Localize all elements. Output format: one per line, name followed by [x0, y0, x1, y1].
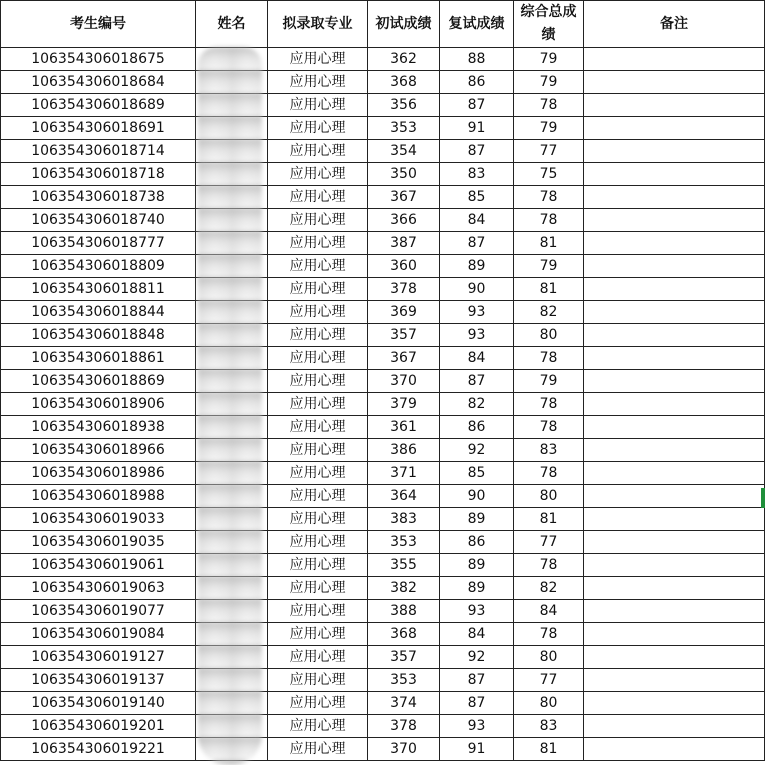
- name-cell[interactable]: [196, 163, 268, 186]
- first-score-cell[interactable]: 367: [368, 186, 440, 209]
- candidate-id-cell[interactable]: 106354306018988: [1, 485, 196, 508]
- selection-marker: [761, 488, 765, 508]
- name-cell[interactable]: [196, 94, 268, 117]
- name-cell[interactable]: [196, 738, 268, 761]
- first-score-cell[interactable]: 378: [368, 278, 440, 301]
- name-cell[interactable]: [196, 554, 268, 577]
- first-score-cell[interactable]: 360: [368, 255, 440, 278]
- first-score-cell[interactable]: 357: [368, 646, 440, 669]
- first-score-cell[interactable]: 357: [368, 324, 440, 347]
- total-score-cell[interactable]: 78: [514, 94, 584, 117]
- major-cell[interactable]: 应用心理: [268, 232, 368, 255]
- major-cell[interactable]: 应用心理: [268, 347, 368, 370]
- first-score-cell[interactable]: 383: [368, 508, 440, 531]
- retest-score-cell[interactable]: 87: [440, 94, 514, 117]
- first-score-cell[interactable]: 362: [368, 48, 440, 71]
- first-score-cell[interactable]: 371: [368, 462, 440, 485]
- total-score-cell[interactable]: 79: [514, 71, 584, 94]
- first-score-cell[interactable]: 355: [368, 554, 440, 577]
- total-score-cell[interactable]: 77: [514, 140, 584, 163]
- note-cell[interactable]: [584, 163, 765, 186]
- total-score-cell[interactable]: 80: [514, 485, 584, 508]
- first-score-cell[interactable]: 356: [368, 94, 440, 117]
- table-row: [1, 94, 765, 117]
- table-row: [1, 416, 765, 439]
- note-cell[interactable]: [584, 669, 765, 692]
- retest-score-cell[interactable]: 86: [440, 71, 514, 94]
- name-cell[interactable]: [196, 278, 268, 301]
- candidate-id-cell[interactable]: 106354306019127: [1, 646, 196, 669]
- note-cell[interactable]: [584, 232, 765, 255]
- major-cell[interactable]: 应用心理: [268, 163, 368, 186]
- retest-score-cell[interactable]: 86: [440, 416, 514, 439]
- header-row: [1, 1, 765, 48]
- candidate-id-cell[interactable]: 106354306019084: [1, 623, 196, 646]
- note-cell[interactable]: [584, 554, 765, 577]
- total-score-cell[interactable]: 78: [514, 209, 584, 232]
- total-score-cell[interactable]: 83: [514, 439, 584, 462]
- note-cell[interactable]: [584, 393, 765, 416]
- first-score-cell[interactable]: 370: [368, 370, 440, 393]
- total-score-cell[interactable]: 79: [514, 48, 584, 71]
- candidate-id-cell[interactable]: 106354306018848: [1, 324, 196, 347]
- name-cell[interactable]: [196, 324, 268, 347]
- first-score-cell[interactable]: 353: [368, 117, 440, 140]
- retest-score-cell[interactable]: 85: [440, 462, 514, 485]
- major-cell[interactable]: 应用心理: [268, 209, 368, 232]
- table-row: [1, 577, 765, 600]
- total-score-cell[interactable]: 81: [514, 232, 584, 255]
- total-score-cell[interactable]: 81: [514, 508, 584, 531]
- retest-score-cell[interactable]: 87: [440, 669, 514, 692]
- retest-score-cell[interactable]: 85: [440, 186, 514, 209]
- name-cell[interactable]: [196, 646, 268, 669]
- major-cell[interactable]: 应用心理: [268, 623, 368, 646]
- header-note[interactable]: 备注: [584, 1, 765, 48]
- major-cell[interactable]: 应用心理: [268, 278, 368, 301]
- retest-score-cell[interactable]: 82: [440, 393, 514, 416]
- major-cell[interactable]: 应用心理: [268, 71, 368, 94]
- note-cell[interactable]: [584, 600, 765, 623]
- note-cell[interactable]: [584, 692, 765, 715]
- retest-score-cell[interactable]: 91: [440, 117, 514, 140]
- major-cell[interactable]: 应用心理: [268, 48, 368, 71]
- total-score-cell[interactable]: 78: [514, 623, 584, 646]
- retest-score-cell[interactable]: 84: [440, 209, 514, 232]
- name-cell[interactable]: [196, 416, 268, 439]
- major-cell[interactable]: 应用心理: [268, 554, 368, 577]
- note-cell[interactable]: [584, 439, 765, 462]
- total-score-cell[interactable]: 77: [514, 531, 584, 554]
- retest-score-cell[interactable]: 93: [440, 600, 514, 623]
- retest-score-cell[interactable]: 90: [440, 278, 514, 301]
- retest-score-cell[interactable]: 87: [440, 370, 514, 393]
- note-cell[interactable]: [584, 255, 765, 278]
- first-score-cell[interactable]: 361: [368, 416, 440, 439]
- candidate-id-cell[interactable]: 106354306019035: [1, 531, 196, 554]
- candidate-id-cell[interactable]: 106354306018691: [1, 117, 196, 140]
- note-cell[interactable]: [584, 623, 765, 646]
- table-row: [1, 140, 765, 163]
- total-score-cell[interactable]: 78: [514, 186, 584, 209]
- first-score-cell[interactable]: 388: [368, 600, 440, 623]
- major-cell[interactable]: 应用心理: [268, 140, 368, 163]
- name-cell[interactable]: [196, 485, 268, 508]
- retest-score-cell[interactable]: 83: [440, 163, 514, 186]
- table-row: [1, 485, 765, 508]
- name-cell[interactable]: [196, 462, 268, 485]
- note-cell[interactable]: [584, 738, 765, 761]
- header-major[interactable]: 拟录取专业: [268, 1, 368, 48]
- candidate-id-cell[interactable]: 106354306019221: [1, 738, 196, 761]
- candidate-id-cell[interactable]: 106354306018811: [1, 278, 196, 301]
- retest-score-cell[interactable]: 84: [440, 623, 514, 646]
- table-row: [1, 301, 765, 324]
- table-row: [1, 462, 765, 485]
- note-cell[interactable]: [584, 209, 765, 232]
- note-cell[interactable]: [584, 531, 765, 554]
- table-row: [1, 324, 765, 347]
- candidate-id-cell[interactable]: 106354306019077: [1, 600, 196, 623]
- name-cell[interactable]: [196, 393, 268, 416]
- major-cell[interactable]: 应用心理: [268, 255, 368, 278]
- table-row: [1, 71, 765, 94]
- candidate-id-cell[interactable]: 106354306019137: [1, 669, 196, 692]
- first-score-cell[interactable]: 364: [368, 485, 440, 508]
- major-cell[interactable]: 应用心理: [268, 600, 368, 623]
- first-score-cell[interactable]: 379: [368, 393, 440, 416]
- major-cell[interactable]: 应用心理: [268, 462, 368, 485]
- major-cell[interactable]: 应用心理: [268, 646, 368, 669]
- major-cell[interactable]: 应用心理: [268, 531, 368, 554]
- candidate-id-cell[interactable]: 106354306018809: [1, 255, 196, 278]
- candidate-id-cell[interactable]: 106354306018861: [1, 347, 196, 370]
- retest-score-cell[interactable]: 87: [440, 232, 514, 255]
- candidate-id-cell[interactable]: 106354306018738: [1, 186, 196, 209]
- retest-score-cell[interactable]: 88: [440, 48, 514, 71]
- note-cell[interactable]: [584, 715, 765, 738]
- note-cell[interactable]: [584, 140, 765, 163]
- major-cell[interactable]: 应用心理: [268, 117, 368, 140]
- first-score-cell[interactable]: 368: [368, 71, 440, 94]
- candidate-id-cell[interactable]: 106354306019201: [1, 715, 196, 738]
- name-cell[interactable]: [196, 669, 268, 692]
- major-cell[interactable]: 应用心理: [268, 485, 368, 508]
- name-cell[interactable]: [196, 370, 268, 393]
- table-row: [1, 209, 765, 232]
- first-score-cell[interactable]: 353: [368, 669, 440, 692]
- retest-score-cell[interactable]: 93: [440, 715, 514, 738]
- table-row: [1, 117, 765, 140]
- major-cell[interactable]: 应用心理: [268, 738, 368, 761]
- total-score-cell[interactable]: 78: [514, 554, 584, 577]
- candidate-id-cell[interactable]: 106354306018777: [1, 232, 196, 255]
- name-cell[interactable]: [196, 439, 268, 462]
- note-cell[interactable]: [584, 347, 765, 370]
- retest-score-cell[interactable]: 93: [440, 301, 514, 324]
- table-row: [1, 600, 765, 623]
- name-cell[interactable]: [196, 232, 268, 255]
- total-score-cell[interactable]: 79: [514, 255, 584, 278]
- major-cell[interactable]: 应用心理: [268, 370, 368, 393]
- major-cell[interactable]: 应用心理: [268, 669, 368, 692]
- first-score-cell[interactable]: 350: [368, 163, 440, 186]
- header-total-score[interactable]: 综合总成绩: [514, 1, 584, 48]
- name-cell[interactable]: [196, 600, 268, 623]
- candidate-id-cell[interactable]: 106354306019140: [1, 692, 196, 715]
- retest-score-cell[interactable]: 89: [440, 508, 514, 531]
- first-score-cell[interactable]: 369: [368, 301, 440, 324]
- name-cell[interactable]: [196, 209, 268, 232]
- first-score-cell[interactable]: 354: [368, 140, 440, 163]
- major-cell[interactable]: 应用心理: [268, 577, 368, 600]
- total-score-cell[interactable]: 83: [514, 715, 584, 738]
- table-row: [1, 48, 765, 71]
- name-cell[interactable]: [196, 301, 268, 324]
- retest-score-cell[interactable]: 89: [440, 577, 514, 600]
- major-cell[interactable]: 应用心理: [268, 301, 368, 324]
- total-score-cell[interactable]: 79: [514, 117, 584, 140]
- table-row: [1, 508, 765, 531]
- total-score-cell[interactable]: 77: [514, 669, 584, 692]
- table-row: [1, 692, 765, 715]
- total-score-cell[interactable]: 78: [514, 393, 584, 416]
- name-cell[interactable]: [196, 577, 268, 600]
- total-score-cell[interactable]: 78: [514, 416, 584, 439]
- header-retest-score[interactable]: 复试成绩: [440, 1, 514, 48]
- candidate-id-cell[interactable]: 106354306019063: [1, 577, 196, 600]
- total-score-cell[interactable]: 79: [514, 370, 584, 393]
- first-score-cell[interactable]: 386: [368, 439, 440, 462]
- table-row: [1, 531, 765, 554]
- table-row: [1, 646, 765, 669]
- note-cell[interactable]: [584, 48, 765, 71]
- table-row: [1, 186, 765, 209]
- name-cell[interactable]: [196, 692, 268, 715]
- total-score-cell[interactable]: 82: [514, 301, 584, 324]
- retest-score-cell[interactable]: 84: [440, 347, 514, 370]
- name-cell[interactable]: [196, 117, 268, 140]
- retest-score-cell[interactable]: 93: [440, 324, 514, 347]
- note-cell[interactable]: [584, 301, 765, 324]
- note-cell[interactable]: [584, 278, 765, 301]
- first-score-cell[interactable]: 370: [368, 738, 440, 761]
- retest-score-cell[interactable]: 89: [440, 255, 514, 278]
- name-cell[interactable]: [196, 140, 268, 163]
- candidate-id-cell[interactable]: 106354306018718: [1, 163, 196, 186]
- candidate-id-cell[interactable]: 106354306018844: [1, 301, 196, 324]
- note-cell[interactable]: [584, 117, 765, 140]
- candidate-id-cell[interactable]: 106354306018869: [1, 370, 196, 393]
- total-score-cell[interactable]: 82: [514, 577, 584, 600]
- major-cell[interactable]: 应用心理: [268, 416, 368, 439]
- candidate-id-cell[interactable]: 106354306019061: [1, 554, 196, 577]
- table-row: [1, 715, 765, 738]
- first-score-cell[interactable]: 374: [368, 692, 440, 715]
- name-cell[interactable]: [196, 623, 268, 646]
- total-score-cell[interactable]: 78: [514, 347, 584, 370]
- table-row: [1, 232, 765, 255]
- total-score-cell[interactable]: 80: [514, 324, 584, 347]
- name-cell[interactable]: [196, 71, 268, 94]
- first-score-cell[interactable]: 367: [368, 347, 440, 370]
- table-row: [1, 623, 765, 646]
- retest-score-cell[interactable]: 87: [440, 692, 514, 715]
- candidate-id-cell[interactable]: 106354306018675: [1, 48, 196, 71]
- note-cell[interactable]: [584, 508, 765, 531]
- retest-score-cell[interactable]: 86: [440, 531, 514, 554]
- table-row: [1, 255, 765, 278]
- table-row: [1, 278, 765, 301]
- candidate-id-cell[interactable]: 106354306018689: [1, 94, 196, 117]
- major-cell[interactable]: 应用心理: [268, 324, 368, 347]
- note-cell[interactable]: [584, 186, 765, 209]
- name-cell[interactable]: [196, 186, 268, 209]
- name-cell[interactable]: [196, 255, 268, 278]
- candidate-id-cell[interactable]: 106354306018714: [1, 140, 196, 163]
- note-cell[interactable]: [584, 370, 765, 393]
- retest-score-cell[interactable]: 92: [440, 646, 514, 669]
- note-cell[interactable]: [584, 485, 765, 508]
- candidate-id-cell[interactable]: 106354306018684: [1, 71, 196, 94]
- retest-score-cell[interactable]: 90: [440, 485, 514, 508]
- name-cell[interactable]: [196, 508, 268, 531]
- total-score-cell[interactable]: 75: [514, 163, 584, 186]
- candidate-id-cell[interactable]: 106354306019033: [1, 508, 196, 531]
- major-cell[interactable]: 应用心理: [268, 508, 368, 531]
- note-cell[interactable]: [584, 462, 765, 485]
- retest-score-cell[interactable]: 87: [440, 140, 514, 163]
- major-cell[interactable]: 应用心理: [268, 715, 368, 738]
- candidate-id-cell[interactable]: 106354306018986: [1, 462, 196, 485]
- major-cell[interactable]: 应用心理: [268, 692, 368, 715]
- candidate-id-cell[interactable]: 106354306018906: [1, 393, 196, 416]
- candidate-id-cell[interactable]: 106354306018966: [1, 439, 196, 462]
- header-name[interactable]: 姓名: [196, 1, 268, 48]
- note-cell[interactable]: [584, 324, 765, 347]
- major-cell[interactable]: 应用心理: [268, 94, 368, 117]
- major-cell[interactable]: 应用心理: [268, 439, 368, 462]
- candidate-id-cell[interactable]: 106354306018740: [1, 209, 196, 232]
- total-score-cell[interactable]: 81: [514, 278, 584, 301]
- note-cell[interactable]: [584, 577, 765, 600]
- retest-score-cell[interactable]: 91: [440, 738, 514, 761]
- first-score-cell[interactable]: 368: [368, 623, 440, 646]
- candidate-id-cell[interactable]: 106354306018938: [1, 416, 196, 439]
- header-candidate-id[interactable]: 考生编号: [1, 1, 196, 48]
- name-cell[interactable]: [196, 347, 268, 370]
- first-score-cell[interactable]: 366: [368, 209, 440, 232]
- first-score-cell[interactable]: 382: [368, 577, 440, 600]
- table-row: [1, 669, 765, 692]
- major-cell[interactable]: 应用心理: [268, 186, 368, 209]
- table-row: [1, 554, 765, 577]
- total-score-cell[interactable]: 81: [514, 738, 584, 761]
- note-cell[interactable]: [584, 71, 765, 94]
- major-cell[interactable]: 应用心理: [268, 393, 368, 416]
- total-score-cell[interactable]: 78: [514, 462, 584, 485]
- table-row: [1, 738, 765, 761]
- total-score-cell[interactable]: 84: [514, 600, 584, 623]
- total-score-cell[interactable]: 80: [514, 692, 584, 715]
- first-score-cell[interactable]: 378: [368, 715, 440, 738]
- table-row: [1, 439, 765, 462]
- table-row: [1, 393, 765, 416]
- first-score-cell[interactable]: 387: [368, 232, 440, 255]
- retest-score-cell[interactable]: 92: [440, 439, 514, 462]
- note-cell[interactable]: [584, 646, 765, 669]
- table-row: [1, 163, 765, 186]
- note-cell[interactable]: [584, 416, 765, 439]
- note-cell[interactable]: [584, 94, 765, 117]
- total-score-cell[interactable]: 80: [514, 646, 584, 669]
- name-cell[interactable]: [196, 531, 268, 554]
- table-row: [1, 347, 765, 370]
- table-row: [1, 370, 765, 393]
- first-score-cell[interactable]: 353: [368, 531, 440, 554]
- name-cell[interactable]: [196, 715, 268, 738]
- name-cell[interactable]: [196, 48, 268, 71]
- retest-score-cell[interactable]: 89: [440, 554, 514, 577]
- header-first-score[interactable]: 初试成绩: [368, 1, 440, 48]
